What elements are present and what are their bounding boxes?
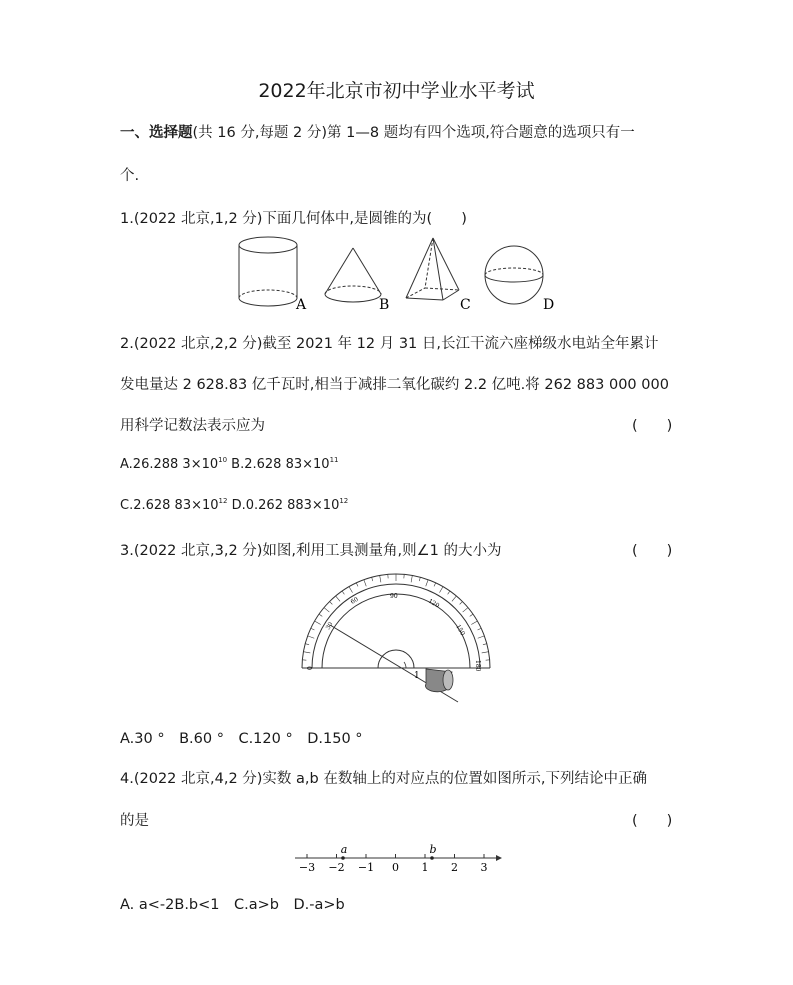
protractor-tick-mark [356, 583, 358, 587]
protractor-tick-mark [440, 587, 444, 593]
section-desc-line2: 个. [120, 168, 140, 184]
q1-stem: 1.(2022 北京,1,2 分)下面几何体中,是圆锥的为( ) [120, 211, 467, 227]
protractor-tick-mark [471, 621, 477, 625]
q1-solids-figure [230, 232, 560, 314]
sphere-shape [485, 246, 543, 304]
q3-stem: 3.(2022 北京,3,2 分)如图,利用工具测量角,则∠1 的大小为 [120, 543, 502, 559]
cone-shape [325, 248, 381, 302]
q1-label-c: C [460, 297, 471, 313]
number-line-tick-label: −2 [328, 861, 345, 874]
protractor-tick-mark [478, 636, 485, 638]
protractor-shape [302, 574, 490, 668]
pyramid-shape [406, 238, 459, 300]
protractor-tick-mark [372, 577, 373, 581]
q1-label-a: A [296, 297, 307, 313]
q4-options: A. a<-2B.b<1 C.a>b D.-a>b [120, 897, 345, 913]
number-line-tick-label: −3 [298, 861, 316, 874]
q2-options-cd [120, 497, 348, 513]
section-desc-line1: (共 16 分,每题 2 分)第 1—8 题均有四个选项,符合题意的选项只有一 [192, 125, 635, 141]
number-line-arrow [496, 855, 502, 861]
protractor-tick-0: 0 [307, 666, 314, 670]
protractor-tick-mark [349, 587, 353, 593]
protractor-tick-mark [460, 602, 463, 605]
q2-option-c-exp: 12 [218, 497, 228, 505]
protractor-figure [296, 568, 496, 708]
number-line-tick-label: −1 [357, 861, 375, 874]
protractor-tick-mark [448, 591, 450, 594]
page-title: 2022年北京市初中学业水平考试 [258, 80, 535, 102]
number-line-tick-label: 0 [392, 861, 399, 874]
protractor-tick-60: 60 [349, 595, 360, 606]
number-line-figure [290, 840, 505, 876]
point-a-label: a [340, 843, 348, 856]
q1-label-b: B [379, 297, 390, 313]
protractor-tick-90: 90 [390, 593, 398, 600]
q2-line1: 2.(2022 北京,2,2 分)截至 2021 年 12 月 31 日,长江干流六座梯级水电站全年累计 [120, 336, 659, 352]
protractor-tick-mark [303, 652, 310, 653]
point-b-dot [430, 856, 434, 860]
protractor-tick-mark [482, 652, 489, 653]
number-line-tick-labels [299, 861, 488, 874]
q4-line1: 4.(2022 北京,4,2 分)实数 a,b 在数轴上的对应点的位置如图所示,下列结论中正确 [120, 771, 647, 787]
q4-line2: 的是 [120, 813, 149, 829]
protractor-tick-mark [336, 596, 340, 601]
protractor-tick-mark [330, 602, 333, 605]
number-line-tick-label: 2 [451, 861, 458, 874]
protractor-tick-mark [324, 608, 329, 612]
q4-answer-paren: ( ) [632, 813, 673, 829]
protractor-tick-mark [319, 614, 322, 616]
q2-option-b: B.2.628 83×10 [227, 457, 330, 472]
protractor-tick-120: 120 [427, 597, 441, 610]
protractor-tick-mark [311, 628, 315, 630]
q3-answer-paren: ( ) [632, 543, 673, 559]
q2-answer-paren: ( ) [632, 418, 673, 434]
q2-option-a: A.26.288 3×10 [120, 457, 219, 472]
point-a-dot [341, 856, 345, 860]
cylinder-shape [239, 237, 297, 306]
protractor-tick-30: 30 [324, 620, 335, 631]
number-line-tick-label: 1 [421, 861, 429, 874]
protractor-tick-mark [419, 577, 420, 581]
angle-label: 1 [414, 671, 420, 681]
protractor-tick-mark [342, 591, 344, 594]
protractor-tick-mark [426, 580, 428, 587]
protractor-tick-mark [434, 583, 436, 587]
protractor-tick-mark [380, 575, 381, 582]
q2-options-ab [120, 456, 338, 472]
q2-line2: 发电量达 2 628.83 亿千瓦时,相当于减排二氧化碳约 2.2 亿吨.将 262 883 000 000 [120, 377, 669, 393]
q2-line3: 用科学记数法表示应为 [120, 418, 265, 434]
q2-option-a-exp: 10 [218, 456, 228, 464]
point-b-label: b [429, 843, 437, 856]
protractor-tick-mark [470, 614, 473, 616]
measuring-tool-shape [425, 669, 453, 692]
angle-arc [404, 662, 406, 668]
protractor-tick-mark [478, 628, 482, 630]
protractor-tick-mark [452, 596, 456, 601]
protractor-tick-mark [483, 644, 487, 645]
protractor-tick-180: 180 [474, 660, 481, 672]
q1-label-d: D [543, 297, 555, 313]
protractor-tick-mark [308, 636, 315, 638]
protractor-tick-mark [364, 580, 366, 587]
number-line-tick-label: 3 [480, 861, 488, 874]
section-heading: 一、选择题 [120, 125, 193, 141]
q2-option-c: C.2.628 83×10 [120, 498, 219, 513]
q2-option-d-exp: 12 [339, 497, 349, 505]
q2-option-d: D.0.262 883×10 [227, 498, 340, 513]
protractor-tick-mark [463, 608, 468, 612]
protractor-tick-mark [305, 644, 309, 645]
protractor-tick-mark [315, 621, 321, 625]
number-line-ticks [307, 854, 484, 858]
q3-options: A.30 ° B.60 ° C.120 ° D.150 ° [120, 731, 363, 747]
protractor-tick-mark [411, 575, 412, 582]
q2-option-b-exp: 11 [329, 456, 339, 464]
section-intro [120, 121, 635, 142]
protractor-tick-150: 150 [454, 623, 467, 637]
protractor-ticks [302, 574, 490, 668]
